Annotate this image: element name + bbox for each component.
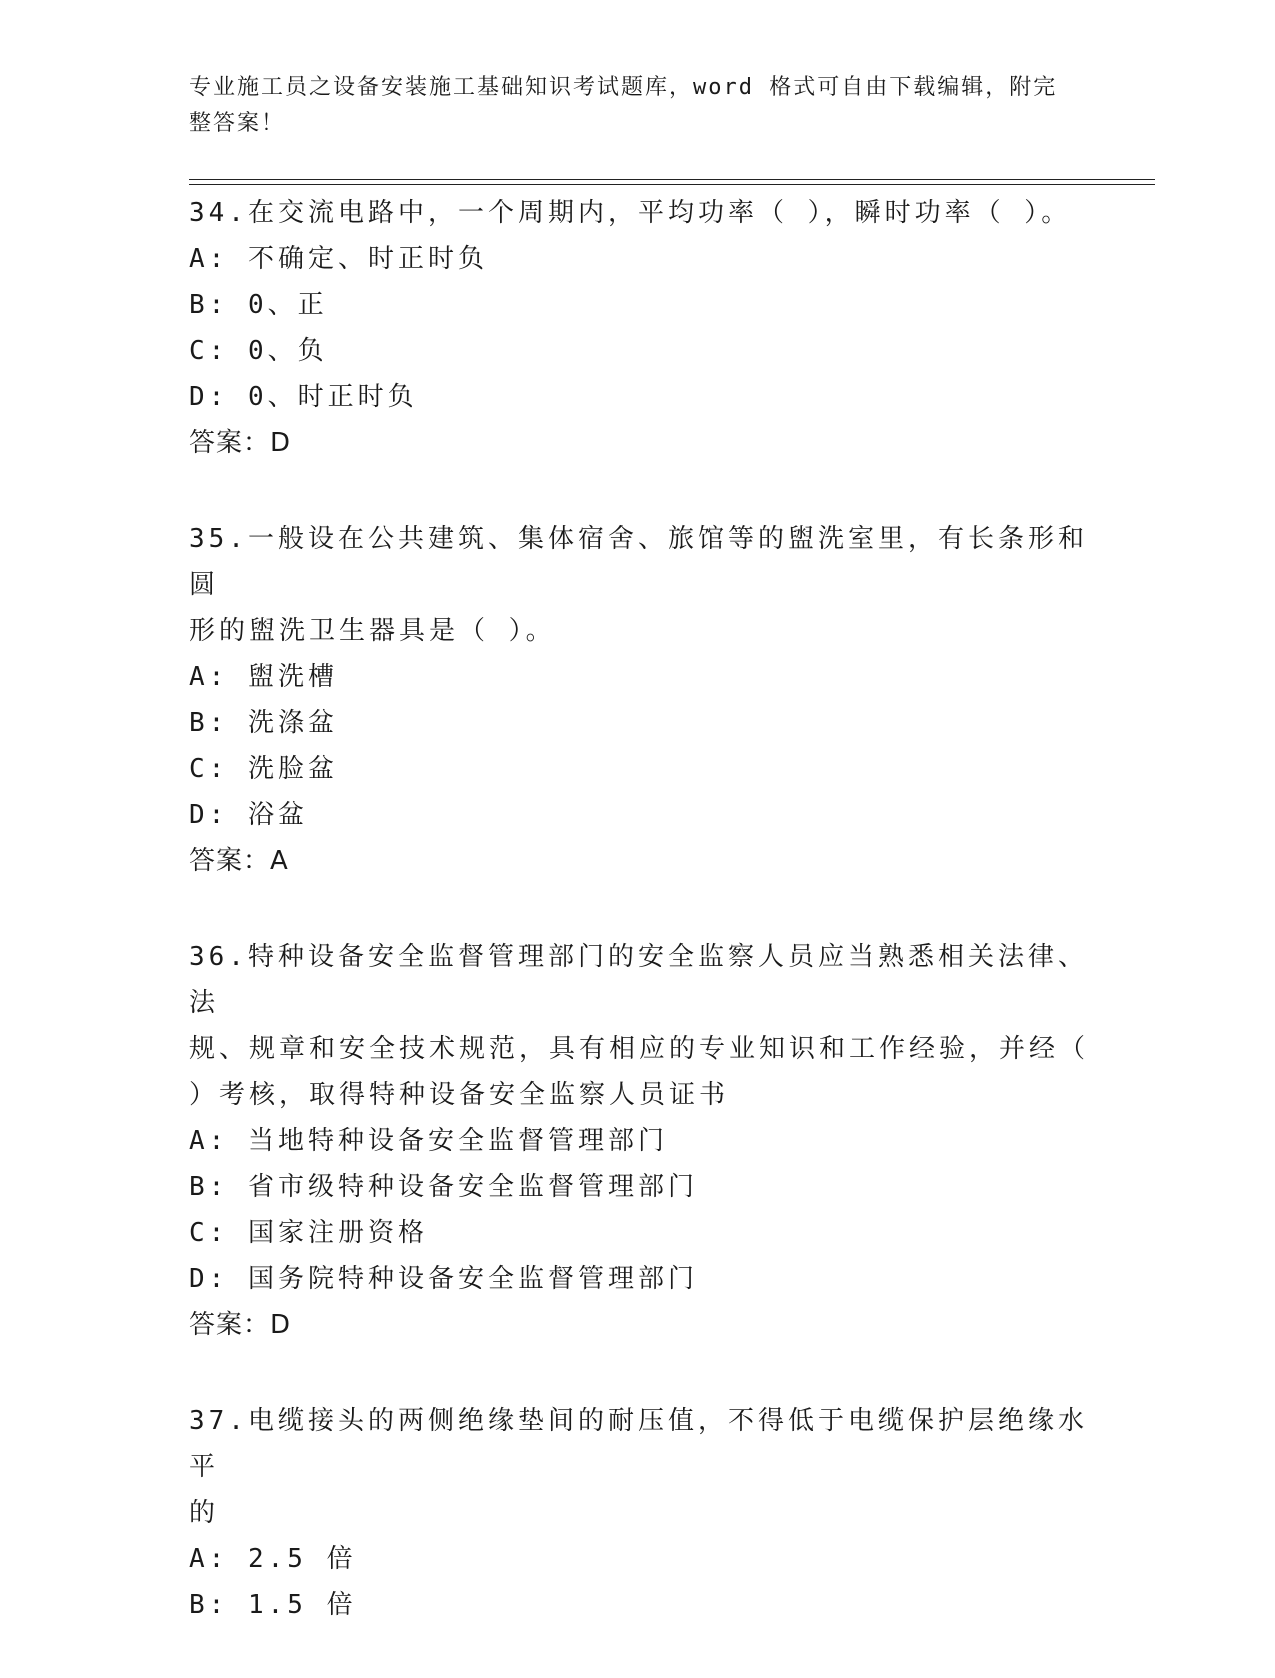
header-line-2: 整答案！ [189, 111, 286, 136]
option-a: A: 2.5 倍 [189, 1544, 357, 1574]
option-b: B: 0、正 [189, 290, 328, 320]
option-b: B: 1.5 倍 [189, 1590, 357, 1620]
document-header [189, 70, 1089, 142]
option-b: B: 省市级特种设备安全监督管理部门 [189, 1172, 698, 1202]
question-stem: 36.特种设备安全监督管理部门的安全监察人员应当熟悉相关法律、法 规、规章和安全技术规范，具有相应的专业知识和工作经验，并经（ ）考核，取得特种设备安全监察人员证书 [189, 942, 1090, 1110]
question-stem: 34.在交流电路中，一个周期内，平均功率（ ），瞬时功率（ ）。 [189, 198, 1072, 228]
question-37 [189, 1398, 1089, 1628]
question-34 [189, 190, 1089, 466]
option-c: C: 洗脸盆 [189, 754, 338, 784]
option-b: B: 洗涤盆 [189, 708, 338, 738]
option-a: A: 不确定、时正时负 [189, 244, 488, 274]
answer-line: 答案：D [189, 1310, 292, 1340]
option-d: D: 国务院特种设备安全监督管理部门 [189, 1264, 698, 1294]
question-36 [189, 934, 1089, 1348]
question-35 [189, 516, 1089, 884]
header-divider-bottom [189, 184, 1155, 185]
option-a: A: 盥洗槽 [189, 662, 338, 692]
question-stem: 35.一般设在公共建筑、集体宿舍、旅馆等的盥洗室里，有长条形和圆 形的盥洗卫生器具是（ ）。 [189, 524, 1088, 646]
option-c: C: 国家注册资格 [189, 1218, 428, 1248]
header-line-1: 专业施工员之设备安装施工基础知识考试题库，word 格式可自由下载编辑，附完 [189, 75, 1058, 100]
answer-line: 答案：D [189, 428, 292, 458]
option-d: D: 0、时正时负 [189, 382, 418, 412]
option-d: D: 浴盆 [189, 800, 308, 830]
answer-line: 答案：A [189, 846, 289, 876]
option-a: A: 当地特种设备安全监督管理部门 [189, 1126, 668, 1156]
header-divider-top [189, 179, 1155, 180]
option-c: C: 0、负 [189, 336, 328, 366]
question-list [189, 190, 1089, 1678]
question-stem: 37.电缆接头的两侧绝缘垫间的耐压值，不得低于电缆保护层绝缘水平 的 [189, 1406, 1088, 1528]
